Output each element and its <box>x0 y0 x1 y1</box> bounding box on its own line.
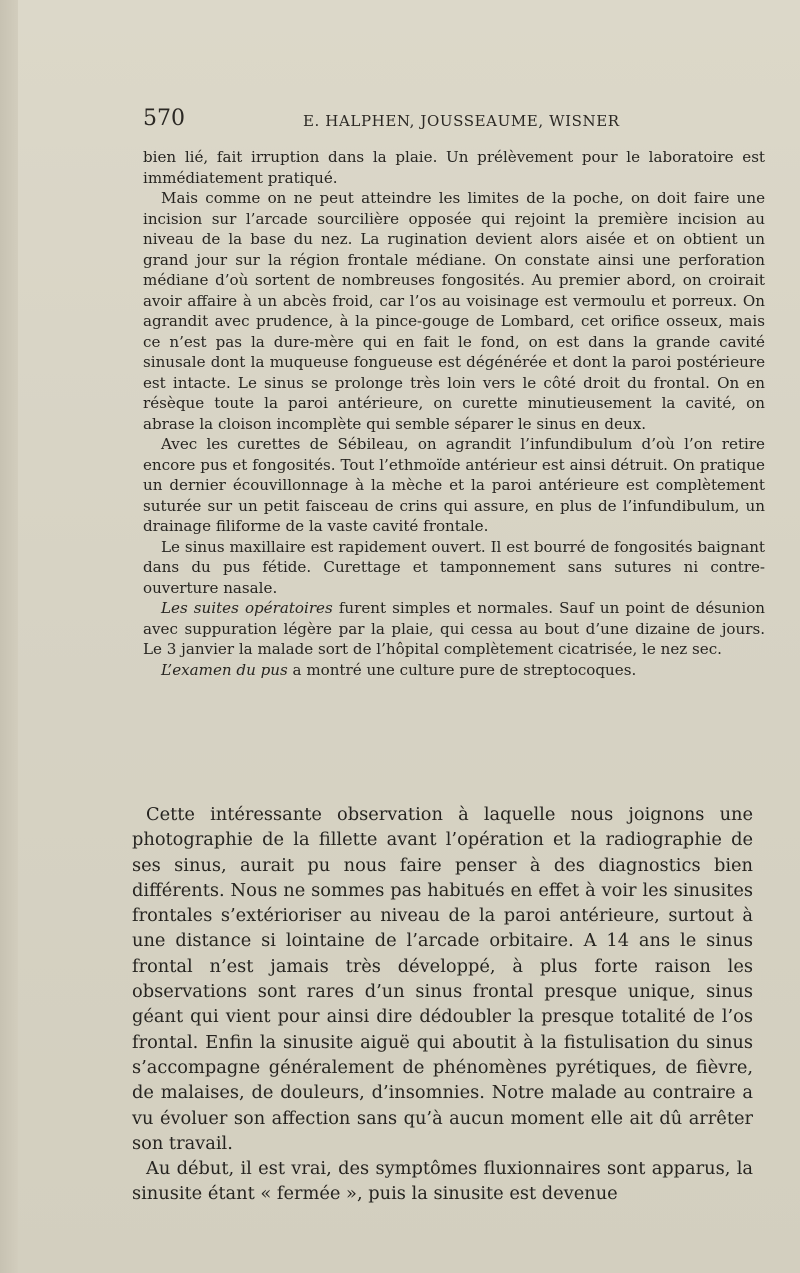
paragraph-6-italic: L’examen du pus <box>161 660 288 679</box>
paragraph-4: Le sinus maxillaire est rapidement ouvert. Il est bourré de fongosités baignant dans du pus fétide. Curettage et tamponnement sans sutures ni contre-ouverture nasale. <box>143 537 765 597</box>
observation-case-text <box>143 147 765 680</box>
paragraph-6 <box>143 660 765 681</box>
running-head: E. HALPHEN, JOUSSEAUME, WISNER <box>303 112 620 130</box>
paragraph-5-italic: Les suites opératoires <box>161 599 333 617</box>
discussion-paragraph-1: Cette intéressante observation à laquelle nous joignons une photographie de la fillette avant l’opération et la radiographie de ses sinus, aurait pu nous faire penser à des diagnostics bien différents. Nous ne sommes pas habitués en effet à voir les sinusites frontales s’extérioriser au niveau de la paroi antérieure, surtout à une distance si lointaine de l’arcade orbitaire. A 14 ans le sinus frontal n’est jamais très développé, à plus forte raison les observations sont rares d’un sinus frontal presque unique, sinus géant qui vient pour ainsi dire dédoubler la presque totalité de l’os frontal. Enfin la sinusite aiguë qui aboutit à la fistulisation du sinus s’accompagne généralement de phénomènes pyrétiques, de fièvre, de malaises, de douleurs, d’insomnies. Notre malade au contraire a vu évoluer son affection sans qu’à aucun moment elle ait dû arrêter son travail. <box>132 804 753 1154</box>
paragraph-1: bien lié, fait irruption dans la plaie. Un prélèvement pour le laboratoire est immédiatement pratiqué. <box>143 148 765 187</box>
page-header <box>143 104 763 138</box>
page-edge <box>0 0 18 1273</box>
paragraph-6-rest: a montré une culture pure de streptocoques. <box>287 660 637 679</box>
paragraph-5-rest: furent simples et normales. Sauf un point de désunion avec suppuration légère par la plaie, qui cessa au bout d’une dizaine de jours. Le 3 janvier la malade sort de l’hôpital complètement cicatrisée, le nez sec. <box>143 599 766 658</box>
page-number: 570 <box>143 106 185 131</box>
paragraph-5 <box>143 598 765 660</box>
paragraph-3: Avec les curettes de Sébileau, on agrandit l’infundibulum d’où l’on retire encore pus et fongosités. Tout l’ethmoïde antérieur est ainsi détruit. On pratique un dernier écouvillonnage à la mèche et la paroi antérieure est complètement suturée sur un petit faisceau de crins qui assure, en plus de l’infundibulum, un drainage filiforme de la vaste cavité frontale. <box>143 435 765 535</box>
discussion-paragraph-2: Au début, il est vrai, des symptômes fluxionnaires sont apparus, la sinusite étant « fermée », puis la sinusite est devenue <box>132 1158 753 1205</box>
paragraph-2: Mais comme on ne peut atteindre les limites de la poche, on doit faire une incision sur l’arcade sourcilière opposée qui rejoint la première incision au niveau de la base du nez. La rugination devient alors aisée et on obtient un grand jour sur la région frontale médiane. On constate ainsi une perforation médiane d’où sortent de nombreuses fongosités. Au premier abord, on croirait avoir affaire à un abcès froid, car l’os au voisinage est vermoulu et porreux. On agrandit avec prudence, à la pince-gouge de Lombard, cet orifice osseux, mais ce n’est pas la dure-mère qui en fait le fond, on est dans la grande cavité sinusale dont la muqueuse fongueuse est dégénérée et dont la paroi postérieure est intacte. Le sinus se prolonge très loin vers le côté droit du frontal. On en résèque toute la paroi antérieure, on curette minutieusement la cavité, on abrase la cloison incomplète qui semble séparer le sinus en deux. <box>143 189 765 433</box>
discussion-text <box>132 802 753 1207</box>
